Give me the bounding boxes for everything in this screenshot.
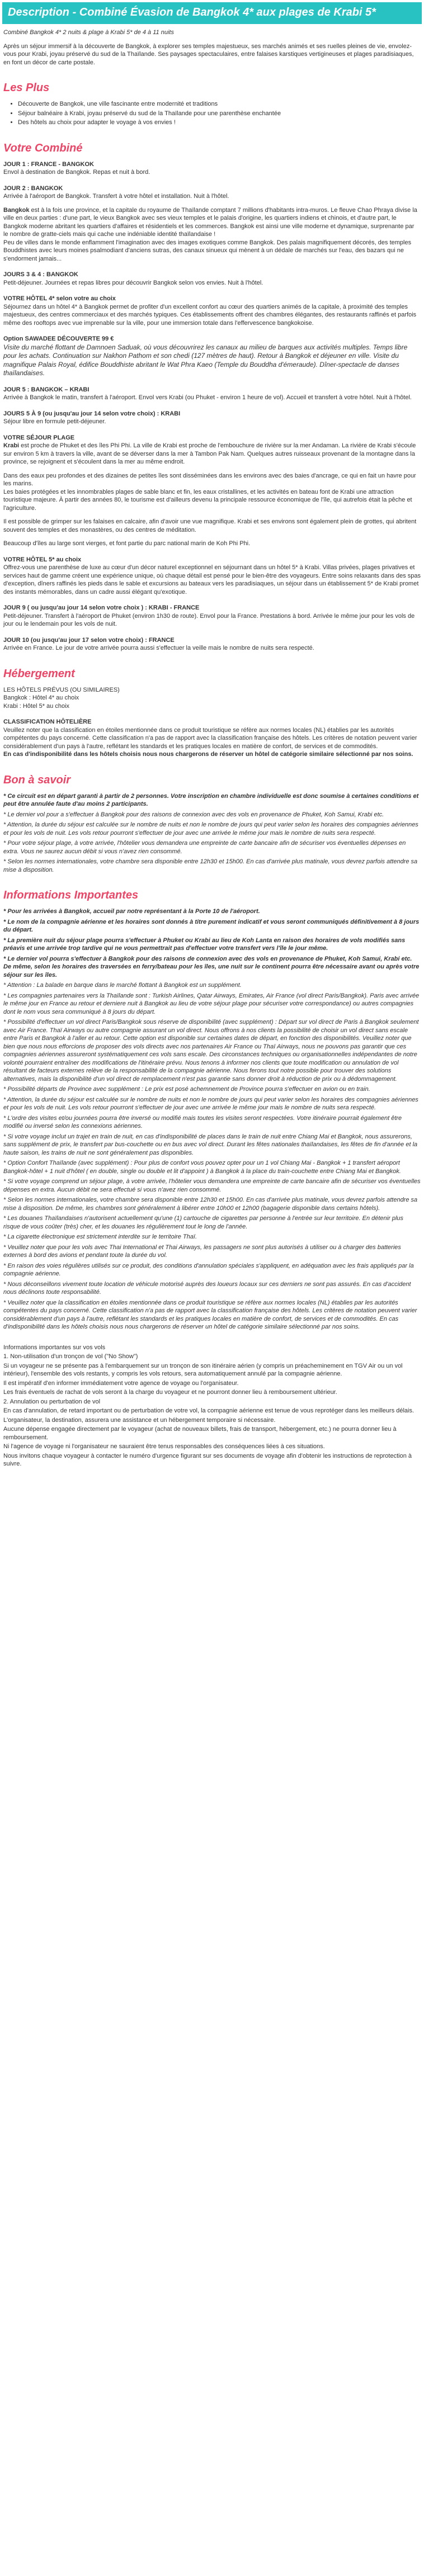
good-to-know-list: [2, 792, 422, 875]
day-text: Arrivée à l'aéroport de Bangkok. Transfert à votre hôtel et installation. Nuit à l'hôtel.: [3, 193, 229, 200]
list-item: * Le dernier vol pour a s'effectuer à Bangkok pour des raisons de connexion avec des vols en provenance de Phuket, Koh Samui, Krabi etc.: [3, 811, 384, 818]
list-item: * Les compagnies partenaires vers la Thaïlande sont : Turkish Airlines, Qatar Airways, Emirates, Air France (vol direct Paris/Bangkok). Paris avec arrivée le même jour en France au retour et derniere nuit à Bangkok au lieu de votre séjour plage pour sécuriser votre correspondance) ou autres compagnies dont le nom vous sera communiqué à 8 jours du départ.: [3, 992, 420, 1015]
flight-info-block: [2, 1344, 422, 1468]
list-item: * Possibilité d'effectuer un vol direct Paris/Bangkok sous réserve de disponibilité (avec supplément) : Départ sur vol direct de Paris à Bangkok seulement avec Air France. Thaï Airways ou autre compagnie assurant un vol direct. Nous offrons à nos clients la possibilité de choisir un vol direct sans escale entre Paris et Bangkok à l'aller et au retour. Cette option est disponible sur certaines dates de départ, en fonction des disponibilités. Veuillez noter que bien que nous nous efforcions de proposer des vols directs avec nos partenaires Air France ou Thaï Airways, nous ne pouvons pas garantir que ces compagnies aériennes assureront systématiquement ces vols sans escale. Des circonstances techniques ou organisationnelles indépendantes de notre volonté pourraient entraîner des modifications de l'itinéraire prévu. Nous tenons à informer nos clients que toute modification ou annulation de vol résultant de facteurs externes relève de la responsabilité de la compagnie aérienne. Nous ferons tout notre possible pour trouver des solutions alternatives, mais la disponibilité d'un vol direct de remplacement n'est pas garantie sans donner droit à réduction de prix ou à dédommagement.: [3, 1019, 419, 1083]
flight-info-line: Informations importantes sur vos vols: [3, 1344, 106, 1351]
classification-heading: CLASSIFICATION HÔTELIÈRE: [3, 719, 92, 725]
classification-text: Veuillez noter que la classification en étoiles mentionnée dans ce produit touristique se réfère aux normes locales (NL) établies par les autorités compétentes du pays concerné. Cette classification n'a pas de rapport avec la classification française des hôtels. Les critères de notation peuvent varier considérablement d'un pays à l'autre, reflétant les standards et les pratiques locales en matière de confort, de services et de commodités.: [3, 726, 417, 750]
list-item: * Si votre voyage comprend un séjour plage, à votre arrivée, l'hôtelier vous demandera une empreinte de carte bancaire afin de sécuriser vos éventuelles dépenses en extra. Aucun débit ne sera effectué si vous n'avez rien consommé.: [3, 1178, 421, 1193]
section-heading-good-to-know: Bon à savoir: [3, 773, 71, 786]
list-item: * Possibilité départs de Province avec supplément : Le prix est posé achemnement de Province pourra s'effectuer en avion ou en train.: [3, 1086, 370, 1093]
list-item: * Option Confort Thaïlande (avec supplément) : Pour plus de confort vous pouvez opter pour un 1 vol Chiang Mai - Bangkok + 1 transfert aéroport Bangkok-hôtel + 1 nuit d'hôtel ( en double, single ou double et lit d'appoint ) à Bangkok à la place du train-couchette entre Chiang Mai et Bangkok.: [3, 1160, 401, 1175]
lodging-line: Bangkok : Hôtel 4* au choix: [3, 694, 79, 701]
section-heading-lodging: Hébergement: [3, 667, 75, 680]
day-text: Arrivée à Bangkok le matin, transfert à l'aéroport. Envol vers Krabi (ou Phuket - environ 1 heure de vol). Accueil et transfert à votre hôtel. Nuit à l'hôtel.: [3, 394, 412, 401]
flight-info-line: Si un voyageur ne se présente pas à l'embarquement sur un tronçon de son itinéraire aérien (y compris un préacheminement en TGV Air ou un vol intérieur), l'ensemble des vols restants, y compris les vols retours, sera automatiquement annulé par la compagnie aérienne.: [3, 1362, 403, 1377]
list-item: • Séjour balnéaire à Krabi, joyau préservé du sud de la Thaïlande pour une parenthèse enchantée: [18, 110, 421, 118]
bangkok-bold: Bangkok: [3, 206, 30, 214]
krabi-bold: Krabi: [3, 442, 20, 449]
lodging-line: Krabi : Hôtel 5* au choix: [3, 702, 70, 710]
day-heading: JOUR 9 ( ou jusqu'au jour 14 selon votre choix ) : KRABI - FRANCE: [3, 604, 200, 611]
page-title: Description - Combiné Évasion de Bangkok 4* aux plages de Krabi 5*: [2, 2, 422, 24]
hotel-bangkok-heading: VOTRE HÔTEL 4* selon votre au choix: [3, 295, 116, 302]
list-item: * Attention, la durée du séjour est calculée sur le nombre de nuits et non le nombre de jours qui peut varier selon les horaires des compagnies aériennes et pour les vols de nuit. Les vols retour pourront s'effectuer de jour avec une arrivée le même jour mais le nombre de nuits sera respecté.: [3, 1096, 418, 1111]
list-item: * Ce circuit est en départ garanti à partir de 2 personnes. Votre inscription en chambre individuelle est donc soumise à certaines conditions et peut être annulée faute d'au moins 2 participants.: [3, 792, 419, 807]
intro-text: Après un séjour immersif à la découverte de Bangkok, à explorer ses temples majestueux, ses marchés animés et ses ruelles pleines de vie, envolez-vous pour Krabi, joyau préservé du sud de la Thaïlande. Ses paysages spectaculaires, entre falaises karstiques vertigineuses et plages paradisiaques, en font un décor de carte postale.: [3, 42, 414, 66]
krabi-text-2: Dans des eaux peu profondes et des dizaines de petites îles sont disséminées dans les environs avec des baies d'ancrage, ce qui en fait un havre pour les marins.: [3, 472, 416, 487]
list-item: * Pour les arrivées à Bangkok, accueil par notre représentant à la Porte 10 de l'aéroport.: [3, 908, 260, 915]
list-item: * Pour votre séjour plage, à votre arrivée, l'hôtelier vous demandera une empreinte de carte bancaire afin de sécuriser vos éventuelles dépenses en extra. Vous ne saurez aucun débit si vous n'avez rien consommé.: [3, 840, 406, 855]
flight-info-line: Aucune dépense engagée directement par le voyageur (achat de nouveaux billets, frais de transport, hébergement, etc.) ne pourra donner lieu à remboursement.: [3, 1426, 397, 1441]
hotel-krabi-text: Offrez-vous une parenthèse de luxe au cœur d'un décor naturel exceptionnel en séjournant dans un hôtel 5* à Krabi. Villas privées, plages privatives et services haut de gamme créent une expérience unique, où chaque détail est pensé pour le bien-être des voyageurs. Entre soins relaxants dans des spas d'exception, dîners raffinés les pieds dans le sable et excursions au bateaux vers les paradisiaques, un séjour dans un établissement 5* de Krabi promet des instants mémorables, dans un cadre aussi élégant qu'exotique.: [3, 564, 421, 595]
list-item: * Selon les normes internationales, votre chambre sera disponible entre 12h30 et 15h00. En cas d'arrivée plus matinale, vous devrez parfois attendre sa mise à disposition.: [3, 858, 418, 873]
subtitle-line: Combiné Bangkok 4* 2 nuits & plage à Krabi 5* de 4 à 11 nuits: [3, 29, 174, 36]
day-text: Séjour libre en formule petit-déjeuner.: [3, 418, 106, 425]
important-list: [2, 907, 422, 1331]
day-heading: JOUR 2 : BANGKOK: [3, 185, 63, 192]
flight-info-line: 2. Annulation ou perturbation de vol: [3, 1398, 101, 1405]
list-item: • Des hôtels au choix pour adapter le voyage à vos envies !: [18, 119, 421, 127]
list-item: * Nous déconseillons vivement toute location de véhicule motorisé auprès des loueurs locaux sur ces derniers ne sont pas assurés. En cas d'accident nous déclinons toute responsabilité.: [3, 1280, 411, 1296]
plus-list: [3, 100, 421, 127]
flight-info-line: 1. Non-utilisation d'un tronçon de vol ("No Show"): [3, 1353, 138, 1360]
krabi-text-4: Il est possible de grimper sur les falaises en calcaire, afin d'avoir une vue magnifique. Krabi et ses environs sont également plein de grottes, qui abritent souvent des temples et des monastères, ou des centres de méditation.: [3, 518, 417, 533]
flight-info-line: L'organisateur, la destination, assurera une assistance et un hébergement temporaire si nécessaire.: [3, 1416, 276, 1424]
list-item: * L'ordre des visites et/ou journées pourra être inversé ou modifié mais toutes les visites seront respectées. Votre itinéraire pourrait également être modifié ou inversé selon les connexions aériennes.: [3, 1114, 402, 1129]
hotel-bangkok-text: Séjournez dans un hôtel 4* à Bangkok permet de profiter d'un excellent confort au cœur des quartiers animés de la capitale, à proximité des temples majestueux, des centres commerciaux et des marchés typiques. Ces établissements offrent des chambres élégantes, des restaurants raffinés et parfois même des rooftops avec vue imprenable sur la ville, pour une immersion totale dans l'effervescence bangkokoise.: [3, 303, 417, 327]
day-text: Petit-déjeuner. Transfert à l'aéroport de Phuket (environ 1h30 de route). Envol pour la France. Prestations à bord. Arrivée le même jour pour les vols de jour ou le lendemain pour les vols de nuit.: [3, 612, 415, 627]
list-item: * Le nom de la compagnie aérienne et les horaires sont donnés à titre purement indicatif et vous seront communiqués définitivement à 8 jours du départ.: [3, 918, 420, 933]
section-heading-plus: Les Plus: [3, 82, 50, 94]
krabi-text-5: Beaucoup d'îles au large sont vierges, et font partie du parc national marin de Koh Phi Phi.: [3, 540, 251, 547]
day-text: Envol à destination de Bangkok. Repas et nuit à bord.: [3, 169, 150, 176]
list-item: * Attention : La balade en barque dans le marché flottant à Bangkok est un supplément.: [3, 982, 242, 989]
day-heading: JOUR 5 : BANGKOK – KRABI: [3, 386, 89, 393]
flight-info-line: Les frais éventuels de rachat de vols seront à la charge du voyageur et ne pourront donner lieu à remboursement ultérieur.: [3, 1389, 337, 1396]
stay-heading: VOTRE SÉJOUR PLAGE: [3, 434, 75, 441]
list-item: * La cigarette électronique est strictement interdite sur le territoire Thaï.: [3, 1233, 197, 1240]
day-heading: JOURS 5 À 9 (ou jusqu'au jour 14 selon votre choix) : KRABI: [3, 410, 181, 417]
option-text: Visite du marché flottant de Damnoen Saduak, où vous découvrirez les canaux au milieu de barques aux activités multiples. Temps libre pour les achats. Continuation sur Nakhon Pathom et son chedi (127 mètres de haut). Retour à Bangkok et déjeuner en ville. Visite du magnifique Palais Royal, édifice Bouddhiste abritant le Wat Phra Kaeo (Temple du Bouddha d'émeraude). Dîner-spectacle de danses thaïlandaises.: [3, 343, 408, 377]
classification-bold: En cas d'indisponibilité dans les hôtels choisis nous nous chargerons de réserver un hôtel de catégorie similaire sélectionné par nos soins.: [3, 751, 413, 758]
flight-info-line: En cas d'annulation, de retard important ou de perturbation de votre vol, la compagnie aérienne est tenue de vous reprotéger dans les meilleurs délais.: [3, 1407, 414, 1414]
list-item: • Découverte de Bangkok, une ville fascinante entre modernité et traditions: [18, 100, 421, 108]
lodging-line: LES HÔTELS PRÉVUS (OU SIMILAIRES): [3, 686, 120, 693]
list-item: * Si votre voyage inclut un trajet en train de nuit, en cas d'indisponibilité de places dans le train de nuit entre Chiang Mai et Bangkok, nous assurerons, sans supplément de prix, le transfert par bus-couchette ou en bus avec vol direct. Durant les fêtes nationales thaïlandaises, les fêtes de fin d'année et la haute saison, les trains de nuit ne sont généralement pas disponibles.: [3, 1133, 418, 1156]
bangkok-text-2: Peu de villes dans le monde enflamment l'imagination avec des images exotiques comme Bangkok. Des palais magnifiquement décorés, des temples Bouddhistes avec leurs moines psalmodiant d'anciens sutras, des canaux sinueux qui mènent à un dédale de marchés sur l'eau, des bazars qui ne s'endorment jamais...: [3, 239, 412, 262]
day-text: Arrivée en France. Le jour de votre arrivée pourra aussi s'effectuer la veille mais le nombre de nuits sera respecté.: [3, 645, 314, 651]
krabi-text: est proche de Phuket et des îles Phi Phi. La ville de Krabi est proche de l'embouchure de rivière sur la mer Andaman. La rivière de Krabi s'écoule sur environ 5 km à travers la ville, avant de se déverser dans la mer à Tambon Pak Nam. Quelques autres ruisseaux provenant de la montagne dans la province, se rejoignent et s'écoulent dans la mer au même endroit.: [3, 442, 416, 465]
section-heading-important: Informations Importantes: [3, 889, 139, 901]
krabi-text-3: Les baies protégées et les innombrables plages de sable blanc et fin, les eaux cristallines, et les activités en bateau font de Krabi une attraction touristique majeure. À partir des années 80, le tourisme est d'ailleurs devenu la principale ressource économique de l'île, qui autrefois était la pêche et l'agriculture.: [3, 488, 412, 512]
flight-info-line: Nous invitons chaque voyageur à contacter le numéro d'urgence figurant sur ses documents de voyage afin d'obtenir les instructions de reprotection à suivre.: [3, 1452, 412, 1467]
hotel-krabi-heading: VOTRE HÔTEL 5* au choix: [3, 556, 82, 563]
day-text: Petit-déjeuner. Journées et repas libres pour découvrir Bangkok selon vos envies. Nuit à l'hôtel.: [3, 279, 263, 286]
bangkok-text: est à la fois une province, et la capitale du royaume de Thaïlande comptant 7 millions d'habitants intra-muros. Le fleuve Chao Phraya divise la ville en deux parties : d'une part, le vieux Bangkok avec ses vieux temples et le palais d'origine, les quartiers indiens et chinois, et d'autre part, le Bangkok moderne abritant les quartiers d'affaires et résidentiels et les commerces. Bangkok est ainsi une ville moderne et dynamique, surprenante par le nombre de gratte-ciels mais qui cache une indéniable identité thaïlandaise !: [3, 206, 417, 238]
list-item: * Le dernier vol pourra s'effectuer à Bangkok pour des raisons de connexion avec des vols en provenance de Phuket, Koh Samui, Krabi etc. De même, selon les horaires des traversées en ferry/bateau pour les îles, une nuit sur le continent pourra être nécessaire avant ou après votre séjour sur les îles.: [3, 955, 420, 979]
section-heading-itinerary: Votre Combiné: [3, 141, 83, 154]
flight-info-line: Ni l'agence de voyage ni l'organisateur ne sauraient être tenus responsables des conséquences liées à ces situations.: [3, 1443, 325, 1450]
list-item: * En raison des voies régulières utilisés sur ce produit, des conditions d'annulation spéciales s'appliquent, en adéquation avec les frais appliqués par la compagnie aérienne.: [3, 1262, 414, 1277]
bangkok-description: [2, 206, 422, 239]
list-item: * Veuillez noter que la classification en étoiles mentionnée dans ce produit touristique se réfère aux normes locales (NL) établies par les autorités compétentes du pays concerné. Cette classification n'a pas de rapport avec la classification française des hôtels. Les critères de notation peuvent varier considérablement d'un pays à l'autre, reflétant les standards et les pratiques locales en matière de confort, de services et de commodités. En cas d'indisponibilité dans les hôtels choisis nous nous chargerons de réserver un hôtel de catégorie similaire sélectionné par nos soins.: [3, 1299, 417, 1330]
list-item: * Attention, la durée du séjour est calculée sur le nombre de nuits et non le nombre de jours qui peut varier selon les horaires des compagnies aériennes et pour les vols de nuit. Les vols retour pourront s'effectuer de jour avec une arrivée le même jour mais le nombre de nuits sera respecté.: [3, 821, 418, 836]
day-heading: JOURS 3 & 4 : BANGKOK: [3, 271, 78, 278]
flight-info-line: Il est impératif d'en informer immédiatement votre agence de voyage ou l'organisateur.: [3, 1379, 239, 1387]
krabi-description: [2, 442, 422, 466]
list-item: * La première nuit du séjour plage pourra s'effectuer à Phuket ou Krabi au lieu de Koh Lanta en raison des horaires de vols modifiés sans préavis et une arrivée trop tardive qui ne vous permettrait pas d'effectuer votre transfert vers l'île le jour même.: [3, 937, 406, 952]
day-heading: JOUR 10 (ou jusqu'au jour 17 selon votre choix) : FRANCE: [3, 636, 175, 644]
list-item: * Selon les normes internationales, votre chambre sera disponible entre 12h30 et 15h00. En cas d'arrivée plus matinale, vous devrez parfois attendre sa mise à disposition. De même, les chambres sont généralement à libérer entre 10h00 et 12h00 (bagagerie disponible dans certains hôtels).: [3, 1197, 418, 1212]
day-heading: JOUR 1 : FRANCE - BANGKOK: [3, 160, 94, 168]
list-item: * Les douanes Thaïlandaises n'autorisent actuellement qu'une (1) cartouche de cigarettes par personne à l'entrée sur leur territoire. En détenir plus risque de vous coûter (très) cher, et les douanes les régulièrement tout le long de l'année.: [3, 1215, 403, 1230]
list-item: * Veuillez noter que pour les vols avec Thai International et Thai Airways, les passagers ne sont plus autorisés à utiliser ou à charger des batteries externes à bord des avions et pendant toute la durée du vol.: [3, 1244, 401, 1259]
option-heading: Option SAWADEE DÉCOUVERTE 99 €: [3, 335, 114, 342]
